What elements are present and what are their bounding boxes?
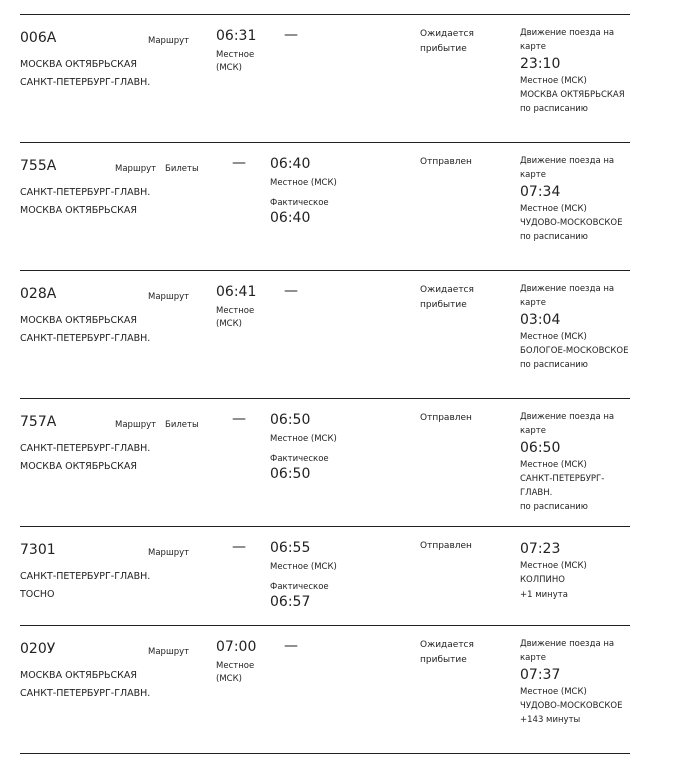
departure-station: САНКТ-ПЕТЕРБУРГ-ГЛАВН. bbox=[20, 443, 151, 454]
train-status: Ожидается прибытие bbox=[420, 640, 474, 665]
train-position bbox=[520, 154, 630, 244]
train-position bbox=[520, 410, 630, 515]
time-zone-label: Местное (МСК) bbox=[520, 561, 587, 571]
time-zone-label: Местное (МСК) bbox=[520, 686, 587, 697]
time-zone-label: Местное (МСК) bbox=[520, 459, 587, 470]
time-zone-label: Местное (МСК) bbox=[520, 203, 587, 214]
position-station: МОСКВА ОКТЯБРЬСКАЯ bbox=[520, 89, 625, 100]
train-number[interactable]: 755А bbox=[20, 158, 57, 174]
time-zone-label: Местное bbox=[216, 661, 255, 671]
map-link[interactable]: Движение поезда на карте bbox=[520, 639, 615, 664]
position-delay: +143 минуты bbox=[520, 715, 581, 726]
train-position bbox=[520, 637, 630, 727]
time-zone-label: Местное (МСК) bbox=[270, 178, 337, 188]
position-time: 07:37 bbox=[520, 666, 561, 683]
position-station: САНКТ-ПЕТЕРБУРГ-ГЛАВН. bbox=[520, 473, 605, 499]
train-status: Ожидается прибытие bbox=[420, 285, 474, 310]
train-number[interactable]: 757А bbox=[20, 414, 57, 430]
departure-station: МОСКВА ОКТЯБРЬСКАЯ bbox=[20, 670, 137, 681]
train-row bbox=[20, 270, 630, 398]
train-position bbox=[520, 282, 630, 372]
position-station: ЧУДОВО-МОСКОВСКОЕ bbox=[520, 217, 623, 228]
position-time: 07:34 bbox=[520, 183, 561, 200]
train-status: Отправлен bbox=[420, 157, 472, 167]
departure-station: МОСКВА ОКТЯБРЬСКАЯ bbox=[20, 315, 137, 326]
train-number[interactable]: 7301 bbox=[20, 542, 56, 558]
route-link[interactable]: Маршрут bbox=[148, 292, 190, 302]
arrival-dash: — bbox=[284, 283, 298, 299]
arrival-dash: — bbox=[284, 638, 298, 654]
train-schedule-list bbox=[20, 14, 630, 754]
position-station: БОЛОГОЕ-МОСКОВСКОЕ bbox=[520, 345, 629, 356]
route-link[interactable]: Маршрут bbox=[148, 647, 190, 657]
position-delay: +1 минута bbox=[520, 589, 568, 600]
position-delay: по расписанию bbox=[520, 360, 588, 371]
train-position bbox=[520, 540, 630, 602]
actual-label: Фактическое bbox=[270, 454, 329, 464]
map-link[interactable]: Движение поезда на карте bbox=[520, 284, 615, 309]
time-zone-label: Местное bbox=[216, 50, 255, 60]
departure-station: САНКТ-ПЕТЕРБУРГ-ГЛАВН. bbox=[20, 571, 151, 582]
position-time: 07:23 bbox=[520, 541, 561, 557]
arrival-dash: — bbox=[284, 27, 298, 43]
route-link[interactable]: Маршрут bbox=[148, 36, 190, 46]
position-station: ЧУДОВО-МОСКОВСКОЕ bbox=[520, 700, 623, 711]
map-link[interactable]: Движение поезда на карте bbox=[520, 412, 615, 437]
time-zone-label: Местное (МСК) bbox=[270, 562, 337, 572]
time-zone-label: (МСК) bbox=[216, 674, 242, 684]
train-status: Ожидается прибытие bbox=[420, 29, 474, 54]
route-link[interactable]: Маршрут bbox=[115, 420, 157, 430]
departure-station: САНКТ-ПЕТЕРБУРГ-ГЛАВН. bbox=[20, 187, 151, 198]
train-position bbox=[520, 26, 630, 116]
time-zone-label: Местное (МСК) bbox=[520, 331, 587, 342]
position-delay: по расписанию bbox=[520, 502, 588, 513]
arrival-station: САНКТ-ПЕТЕРБУРГ-ГЛАВН. bbox=[20, 77, 151, 88]
position-time: 23:10 bbox=[520, 55, 561, 72]
train-status: Отправлен bbox=[420, 413, 472, 423]
map-link[interactable]: Движение поезда на карте bbox=[520, 28, 615, 53]
actual-time: 06:40 bbox=[270, 210, 311, 226]
actual-time: 06:50 bbox=[270, 466, 311, 482]
departure-dash: — bbox=[232, 539, 246, 555]
departure-time: 06:31 bbox=[216, 28, 257, 44]
actual-time: 06:57 bbox=[270, 594, 311, 610]
departure-station: МОСКВА ОКТЯБРЬСКАЯ bbox=[20, 59, 137, 70]
arrival-station: САНКТ-ПЕТЕРБУРГ-ГЛАВН. bbox=[20, 333, 151, 344]
tickets-link[interactable]: Билеты bbox=[165, 420, 199, 430]
train-number[interactable]: 006А bbox=[20, 30, 57, 46]
train-row bbox=[20, 14, 630, 142]
actual-label: Фактическое bbox=[270, 198, 329, 208]
train-row bbox=[20, 526, 630, 625]
arrival-time: 06:40 bbox=[270, 156, 311, 172]
time-zone-label: (МСК) bbox=[216, 63, 242, 73]
position-time: 03:04 bbox=[520, 311, 561, 328]
position-time: 06:50 bbox=[520, 439, 561, 456]
time-zone-label: Местное (МСК) bbox=[520, 75, 587, 86]
train-row bbox=[20, 625, 630, 754]
arrival-station: ТОСНО bbox=[20, 589, 55, 600]
arrival-station: САНКТ-ПЕТЕРБУРГ-ГЛАВН. bbox=[20, 688, 151, 699]
train-row bbox=[20, 142, 630, 270]
time-zone-label: Местное (МСК) bbox=[270, 434, 337, 444]
train-row bbox=[20, 398, 630, 526]
position-delay: по расписанию bbox=[520, 232, 588, 243]
position-delay: по расписанию bbox=[520, 104, 588, 115]
arrival-time: 06:50 bbox=[270, 412, 311, 428]
arrival-station: МОСКВА ОКТЯБРЬСКАЯ bbox=[20, 205, 137, 216]
departure-dash: — bbox=[232, 411, 246, 427]
train-number[interactable]: 020У bbox=[20, 641, 56, 657]
map-link[interactable]: Движение поезда на карте bbox=[520, 156, 615, 181]
time-zone-label: Местное bbox=[216, 306, 255, 316]
route-link[interactable]: Маршрут bbox=[115, 164, 157, 174]
train-status: Отправлен bbox=[420, 541, 472, 551]
arrival-station: МОСКВА ОКТЯБРЬСКАЯ bbox=[20, 461, 137, 472]
departure-time: 06:41 bbox=[216, 284, 257, 300]
train-number[interactable]: 028А bbox=[20, 286, 57, 302]
actual-label: Фактическое bbox=[270, 582, 329, 592]
arrival-time: 06:55 bbox=[270, 540, 311, 556]
route-link[interactable]: Маршрут bbox=[148, 548, 190, 558]
departure-time: 07:00 bbox=[216, 639, 257, 655]
departure-dash: — bbox=[232, 155, 246, 171]
tickets-link[interactable]: Билеты bbox=[165, 164, 199, 174]
time-zone-label: (МСК) bbox=[216, 319, 242, 329]
position-station: КОЛПИНО bbox=[520, 575, 565, 586]
